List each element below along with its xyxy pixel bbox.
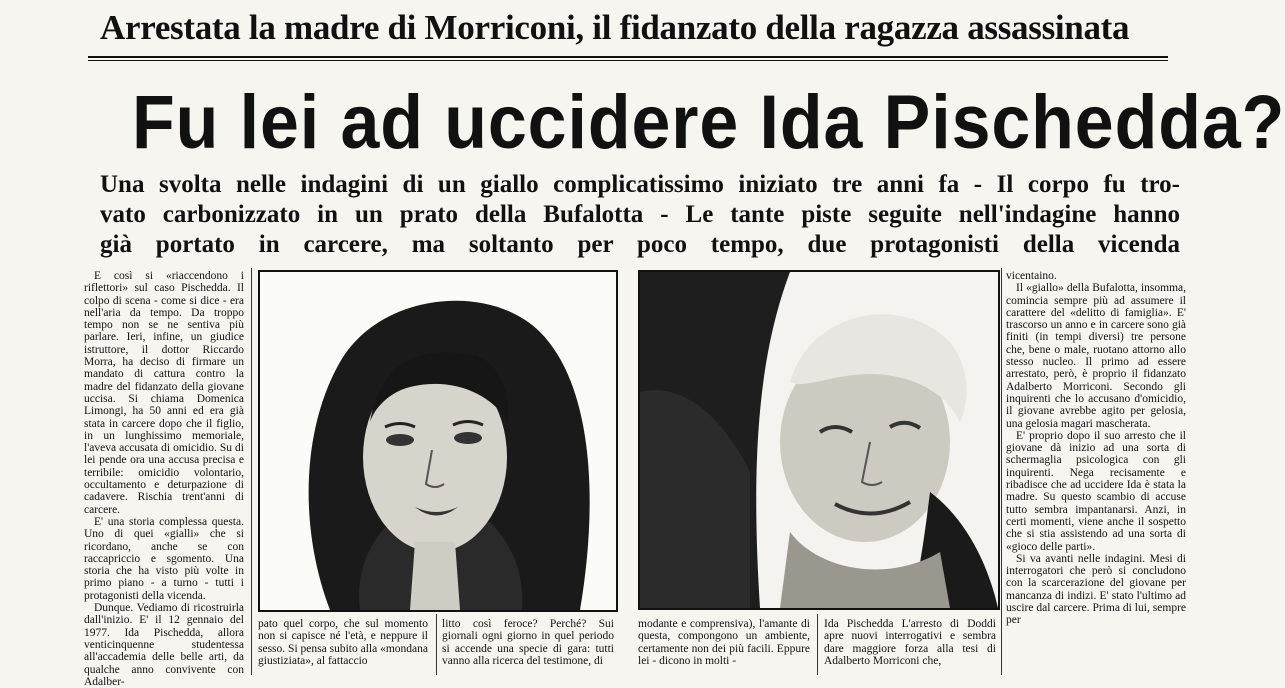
article-column-3a — [638, 618, 810, 675]
deck-line-2: vato carbonizzato in un prato della Bufalotta - Le tante piste seguite nell'indagine hanno — [100, 201, 1180, 228]
paragraph: Il «giallo» della Bufalotta, insomma, comincia sempre più ad assumere il carattere del «delitto di famiglia». E' trascorso un anno e in carcere sono già finiti (in tempi diversi) tre persone che, bene o male, ruotano attorno allo stesso nucleo. Il primo ad essere arrestato, però, è proprio il fidanzato Adalberto Morriconi. Secondo gli inquirenti che lo accusano d'omicidio, il giovane avrebbe agito per gelosia, una gelosia magari mascherata. — [1006, 282, 1186, 430]
deck-line-1: Una svolta nelle indagini di un giallo complicatissimo iniziato tre anni fa - Il corpo fu tro- — [100, 171, 1180, 198]
photo-older-woman — [638, 270, 1000, 610]
paragraph: Ida Pischedda L'arresto di Doddi apre nuovi interrogativi e sembra dare maggiore forza alla tesi di Adalberto Morriconi che, — [824, 618, 996, 667]
paragraph: vicentaino. — [1006, 270, 1057, 282]
main-headline: Fu lei ad uccidere Ida Pischedda? — [132, 80, 1285, 165]
article-column-4 — [1006, 270, 1186, 675]
article-column-3b — [824, 618, 996, 675]
column-divider — [1001, 268, 1002, 675]
photo-young-woman — [258, 270, 618, 612]
kicker-headline: Arrestata la madre di Morriconi, il fidanzato della ragazza assassinata — [100, 8, 1130, 47]
kicker-rule-thin — [88, 60, 1168, 61]
column-divider — [436, 614, 437, 675]
portrait-older-woman-image — [640, 272, 998, 608]
deck-line-3: già portato in carcere, ma soltanto per poco tempo, due protagonisti della vicenda — [100, 231, 1180, 258]
paragraph: E così si «riaccendono i riflettori» sul caso Pischedda. Il colpo di scena - come si dice - era nell'aria da tempo. Da troppo tempo non se ne sentiva più parlare. Ieri, infine, un giudice istruttore, il dottor Riccardo Morra, ha deciso di firmare un mandato di cattura contro la madre del fidanzato della giovane uccisa. Si chiama Domenica Limongi, ha 50 anni ed era già stata in carcere dopo che il figlio, in un lunghissimo memoriale, l'aveva accusata di omicidio. Su di lei pende ora una accusa precisa e terribile: omicidio volontario, occultamento e deturpazione di cadavere. Rischia trent'anni di carcere. — [84, 270, 244, 516]
kicker-rule — [88, 56, 1168, 58]
column-divider — [817, 614, 818, 675]
paragraph: E' proprio dopo il suo arresto che il giovane dà inizio ad una sorta di schermaglia psicologica con gli inquirenti. Nega recisamente e ribadisce che ad uccidere Ida è stata la madre. Su questo scambio di accuse tutto sembra impantanarsi. Anzi, in certi momenti, viene anche il sospetto che si stia assistendo ad una sorta di «gioco delle parti». — [1006, 429, 1186, 553]
paragraph: E' una storia complessa questa. Uno di quei «gialli» che si ricordano, anche se con raccapriccio e sgomento. Una storia che ha visto più volte in primo piano - a turno - tutti i protagonisti della vicenda. — [84, 515, 244, 602]
paragraph: litto così feroce? Perché? Sui giornali ogni giorno in quel periodo si accende una specie di gara: tutti vanno alla ricerca del testimone, di — [442, 618, 614, 667]
column-divider — [251, 268, 252, 675]
paragraph: pato quel corpo, che sul momento non si capisce né l'età, e neppure il sesso. Si pensa subito alla «mondana giustiziata», al fattaccio — [258, 618, 428, 667]
article-column-1 — [84, 270, 244, 688]
portrait-young-woman-image — [260, 272, 616, 610]
article-column-2a — [258, 618, 428, 675]
paragraph: Dunque. Vediamo di ricostruirla dall'inizio. E' il 12 gennaio del 1977. Ida Pischedda, allora venticinquenne studentessa all'accademia delle belle arti, da qualche anno convivente con Adalber- — [84, 602, 244, 688]
paragraph: Si va avanti nelle indagini. Mesi di interrogatori che però si concludono con la scarcerazione del giovane per mancanza di indizi. E' stato l'ultimo ad uscire dal carcere. Prima di lui, sempre per — [1006, 552, 1186, 627]
article-column-2b — [442, 618, 614, 675]
paragraph: modante e comprensiva), l'amante di questa, compongono un ambiente, certamente non dei più facili. Eppure lei - dicono in molti - — [638, 618, 810, 667]
